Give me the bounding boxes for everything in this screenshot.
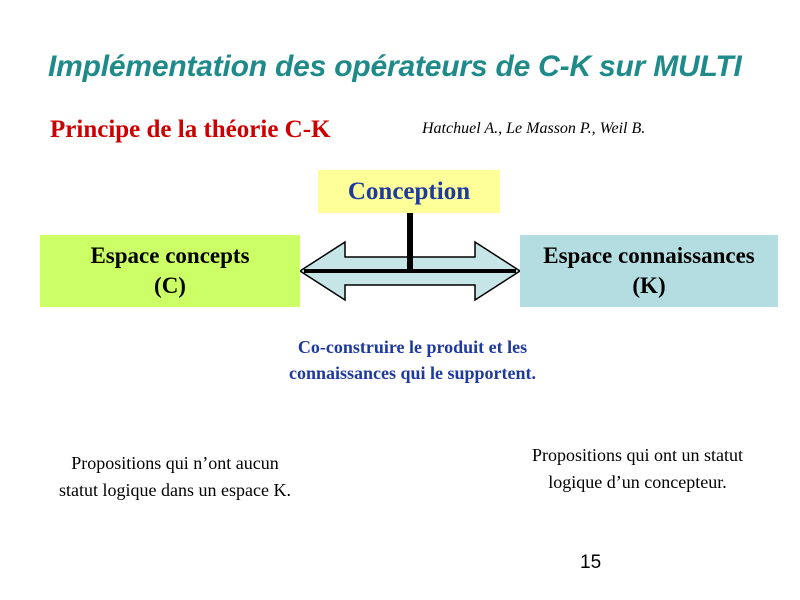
conception-box bbox=[318, 170, 500, 213]
propositions-right-line-2: logique d’un concepteur. bbox=[548, 472, 727, 492]
concepts-space-symbol: (C) bbox=[154, 273, 186, 298]
propositions-right-text bbox=[495, 442, 780, 496]
page-number: 15 bbox=[580, 552, 602, 573]
propositions-left-line-1: Propositions qui n’ont aucun bbox=[71, 453, 279, 473]
propositions-right-line-1: Propositions qui ont un statut bbox=[531, 445, 744, 465]
coconstruct-line-1: Co-construire le produit et les bbox=[297, 337, 528, 357]
conception-label: Conception bbox=[347, 177, 471, 205]
knowledge-space-label: Espace connaissances bbox=[543, 243, 755, 268]
coconstruct-caption bbox=[230, 334, 595, 386]
double-arrow-shape bbox=[300, 242, 520, 300]
slide-title: Implémentation des opérateurs de C-K sur MULTI bbox=[48, 50, 742, 83]
propositions-left-text bbox=[20, 450, 330, 504]
concepts-space-label: Espace concepts bbox=[90, 243, 250, 268]
authors-citation: Hatchuel A., Le Masson P., Weil B. bbox=[422, 120, 646, 137]
concepts-space-box bbox=[40, 235, 300, 307]
propositions-left-line-2: statut logique dans un espace K. bbox=[59, 480, 291, 500]
knowledge-space-symbol: (K) bbox=[632, 273, 666, 298]
knowledge-space-box bbox=[520, 235, 778, 307]
coconstruct-line-2: connaissances qui le supportent. bbox=[288, 363, 537, 383]
slide-subtitle: Principe de la théorie C-K bbox=[50, 116, 331, 143]
